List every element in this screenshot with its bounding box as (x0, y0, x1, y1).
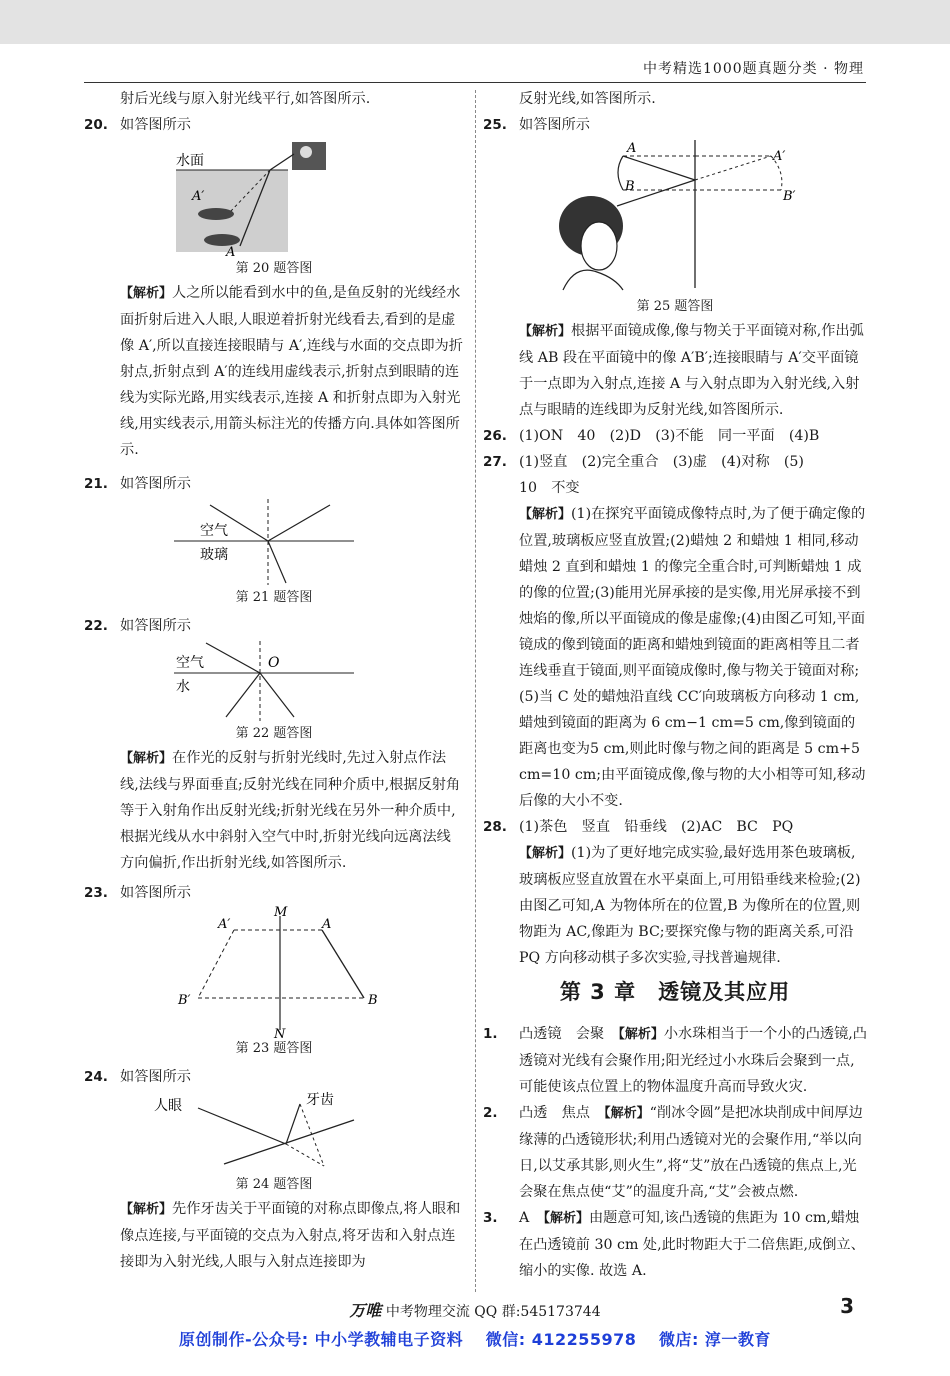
refracted-ray (206, 643, 260, 673)
image-ray (286, 1144, 324, 1166)
virtual-ray (695, 156, 771, 180)
analysis-text: 先作牙齿关于平面镜的对称点即像点,将人眼和像点连接,与平面镜的交点为入射点,将牙齿和入射点连接即为入射光线,人眼与入射点连接即为 (120, 1201, 461, 1270)
reflected-ray (198, 1108, 286, 1144)
question-text: (1)ON 40 (2)D (3)不能 同一平面 (4)B (519, 428, 820, 444)
chapter-question-3 (483, 1205, 867, 1284)
analysis-tag: 【解析】 (120, 286, 173, 301)
caption-22: 第 22 题答图 (235, 726, 313, 741)
person-face-icon (300, 146, 312, 158)
reflected-ray (226, 673, 260, 717)
label-water: 水 (176, 679, 190, 695)
figure-22 (154, 639, 394, 723)
symmetry-line (300, 1104, 324, 1166)
question-text: 如答图所示 (120, 885, 191, 901)
footer-text: 中考物理交流 QQ 群:545173744 (385, 1304, 601, 1320)
question-number: 24. (84, 1069, 108, 1085)
incident-ray (286, 1104, 300, 1144)
question-24 (84, 1064, 464, 1090)
label-a: A (322, 917, 332, 932)
left-top-line: 射后光线与原入射光线平行,如答图所示. (120, 91, 371, 107)
question-23 (84, 880, 464, 906)
question-text: (1)茶色 竖直 铅垂线 (2)AC BC PQ (519, 819, 794, 835)
arc-object (618, 156, 623, 190)
refracted-ray (268, 541, 286, 583)
label-a: A (226, 245, 236, 258)
analysis-25 (483, 318, 867, 423)
chapter-question-1 (483, 1021, 867, 1100)
label-glass: 玻璃 (200, 547, 228, 563)
label-tooth: 牙齿 (306, 1092, 334, 1108)
analysis-28 (483, 840, 867, 971)
question-text: 如答图所示 (120, 618, 191, 634)
analysis-tag: 【解析】 (618, 1027, 664, 1042)
face-icon (581, 222, 617, 270)
caption-21: 第 21 题答图 (235, 590, 313, 605)
question-number: 1. (483, 1026, 498, 1042)
analysis-text: 在作光的反射与折射光线时,先过入射点作法线,法线与界面垂直;反射光线在同种介质中,根据反射角等于入射角作出反射光线;折射光线在另外一种介质中,根据光线从水中斜射入空气中时,折射光线向远离法线方向偏折,作出折射光线,如答图所示. (120, 750, 461, 871)
incident-ray (260, 673, 294, 717)
analysis-text: “削冰令圆”是把冰块削成中间厚边缘薄的凸透镜形状;利用凸透镜对光的会聚作用,“举以向日,以艾承其影,则火生”,将“艾”放在凸透镜的焦点上,光会聚在焦点使“艾”的温度升高,“艾”会被点燃. (519, 1105, 863, 1200)
left-column (84, 86, 464, 1275)
shoulder-icon (563, 270, 623, 290)
page-number: 3 (840, 1294, 854, 1318)
question-21 (84, 471, 464, 497)
label-b-prime: B′ (783, 189, 796, 204)
figure-23 (154, 906, 394, 1038)
object-line (322, 930, 364, 998)
question-number: 21. (84, 476, 108, 492)
analysis-tag: 【解析】 (519, 507, 572, 522)
question-number: 25. (483, 117, 507, 133)
analysis-tag: 【解析】 (604, 1106, 650, 1121)
top-bar (0, 0, 950, 44)
question-27-line2: 10 不变 (519, 480, 580, 496)
question-20 (84, 112, 464, 138)
question-28 (483, 814, 867, 840)
label-n: N (274, 1027, 286, 1038)
refracted-ray (270, 154, 294, 170)
promo-banner: 原创制作-公众号: 中小学教辅电子资料 微信: 412255978 微店: 淳一教育 (179, 1330, 771, 1349)
right-top-line: 反射光线,如答图所示. (519, 91, 656, 107)
question-22 (84, 613, 464, 639)
question-number: 22. (84, 618, 108, 634)
question-number: 20. (84, 117, 108, 133)
answer-text: 凸透镜 会聚 (519, 1026, 619, 1042)
chapter-title: 第 3 章 透镜及其应用 (559, 980, 791, 1004)
caption-25: 第 25 题答图 (636, 299, 714, 314)
analysis-22 (84, 745, 464, 876)
analysis-text: (1)为了更好地完成实验,最好选用茶色玻璃板,玻璃板应竖直放置在水平桌面上,可用铅垂线来检验;(2)由图乙可知,A 为物体所在的位置,B 为像所在的位置,则物距为 AC,像距为 BC;要探究像与物的距离关系,可沿 PQ 方向移动棋子多次实验,寻找普遍规律. (519, 845, 861, 966)
column-divider (475, 90, 476, 1292)
caption-24: 第 24 题答图 (235, 1177, 313, 1192)
label-b-prime: B′ (178, 993, 191, 1008)
footer (0, 1298, 950, 1321)
label-b: B (625, 179, 635, 194)
figure-20 (154, 138, 394, 258)
label-o: O (268, 655, 280, 671)
reflected-ray (268, 505, 330, 541)
image-line (198, 930, 234, 998)
question-number: 23. (84, 885, 108, 901)
question-number: 27. (483, 454, 507, 470)
label-air: 空气 (176, 655, 204, 671)
question-text: 如答图所示 (120, 476, 191, 492)
label-m: M (274, 906, 288, 920)
brand-logo: 万唯 (349, 1301, 382, 1320)
question-number: 3. (483, 1210, 498, 1226)
chapter-question-2 (483, 1100, 867, 1205)
analysis-tag: 【解析】 (120, 1202, 173, 1217)
figure-25 (545, 138, 805, 296)
running-header: 中考精选1000题真题分类 · 物理 (643, 61, 864, 77)
question-26 (483, 423, 867, 449)
analysis-tag: 【解析】 (120, 751, 173, 766)
analysis-text: (1)在探究平面镜成像特点时,为了便于确定像的位置,玻璃板应竖直放置;(2)蜡烛 2 和蜡烛 1 相同,移动蜡烛 2 直到和蜡烛 1 的像完全重合时,可判断蜡烛 1 成的像的位置;(3)能用光屏承接的是实像,用光屏承接不到烛焰的像,所以平面镜成的像是虚像;(4)由图乙可知,平面镜成的像到镜面的距离和蜡烛到镜面的距离相等且二者连线垂直于镜面,则平面镜成像时,像与物关于镜面对称;(5)当 C 处的蜡烛沿直线 CC′向玻璃板方向移动 1 cm,蜡烛到镜面的距离为 6 cm−1 cm=5 cm,像到镜面的距离也变为5 cm,则此时像与物之间的距离是 5 cm+5 cm=10 cm;由平面镜成像,像与物的大小相等可知,移动后像的大小不变. (519, 506, 866, 809)
question-27 (483, 449, 867, 475)
analysis-20 (84, 280, 464, 463)
label-air: 空气 (200, 523, 228, 539)
answer-text: A (519, 1210, 544, 1226)
incident-ray (623, 156, 695, 180)
label-a-prime: A′ (773, 149, 786, 164)
analysis-24 (84, 1196, 464, 1275)
question-number: 26. (483, 428, 507, 444)
analysis-text: 小水珠相当于一个小的凸透镜,凸透镜对光线有会聚作用;阳光经过小水珠后会聚到一点,可能使该点位置上的物体温度升高而导致火灾. (519, 1026, 867, 1095)
analysis-text: 由题意可知,该凸透镜的焦距为 10 cm,蜡烛在凸透镜前 30 cm 处,此时物距大于二倍焦距,成倒立、缩小的实像. 故选 A. (519, 1210, 865, 1279)
analysis-text: 人之所以能看到水中的鱼,是鱼反射的光线经水面折射后进入人眼,人眼逆着折射光线看去,看到的是虚像 A′,所以直接连接眼睛与 A′,连线与水面的交点即为折射点,折射点到 A′的连线用虚线表示,折射点到眼睛的连线为实际光路,用实线表示,连接 A 和折射点即为入射光线,用实线表示,用箭头标注光的传播方向.具体如答图所示. (120, 285, 463, 458)
question-text: 如答图所示 (120, 117, 191, 133)
analysis-text: 根据平面镜成像,像与物关于平面镜对称,作出弧线 AB 段在平面镜中的像 A′B′;连接眼睛与 A′交平面镜于一点即为入射点,连接 A 与入射点即为入射光线,入射点与眼睛的连线即为反射光线,如答图所示. (519, 323, 864, 418)
label-a: A (627, 141, 637, 156)
question-number: 28. (483, 819, 507, 835)
analysis-tag: 【解析】 (543, 1211, 589, 1226)
question-number: 2. (483, 1105, 498, 1121)
caption-20: 第 20 题答图 (235, 261, 313, 276)
question-text: (1)竖直 (2)完全重合 (3)虚 (4)对称 (5) (519, 454, 804, 470)
figure-21 (154, 497, 394, 587)
label-eye: 人眼 (154, 1098, 182, 1114)
analysis-27 (483, 501, 867, 814)
right-column (483, 86, 867, 1284)
label-a-prime: A′ (218, 917, 231, 932)
water-label: 水面 (176, 153, 204, 169)
analysis-tag: 【解析】 (519, 324, 572, 339)
caption-23: 第 23 题答图 (235, 1041, 313, 1056)
label-b: B (368, 993, 378, 1008)
analysis-tag: 【解析】 (519, 846, 572, 861)
label-a-prime: A′ (192, 189, 205, 204)
question-25 (483, 112, 867, 138)
question-text: 如答图所示 (519, 117, 590, 133)
answer-text: 凸透 焦点 (519, 1105, 605, 1121)
header-rule (84, 82, 866, 83)
fish-image-icon (198, 208, 234, 220)
question-text: 如答图所示 (120, 1069, 191, 1085)
figure-24 (154, 1090, 394, 1174)
